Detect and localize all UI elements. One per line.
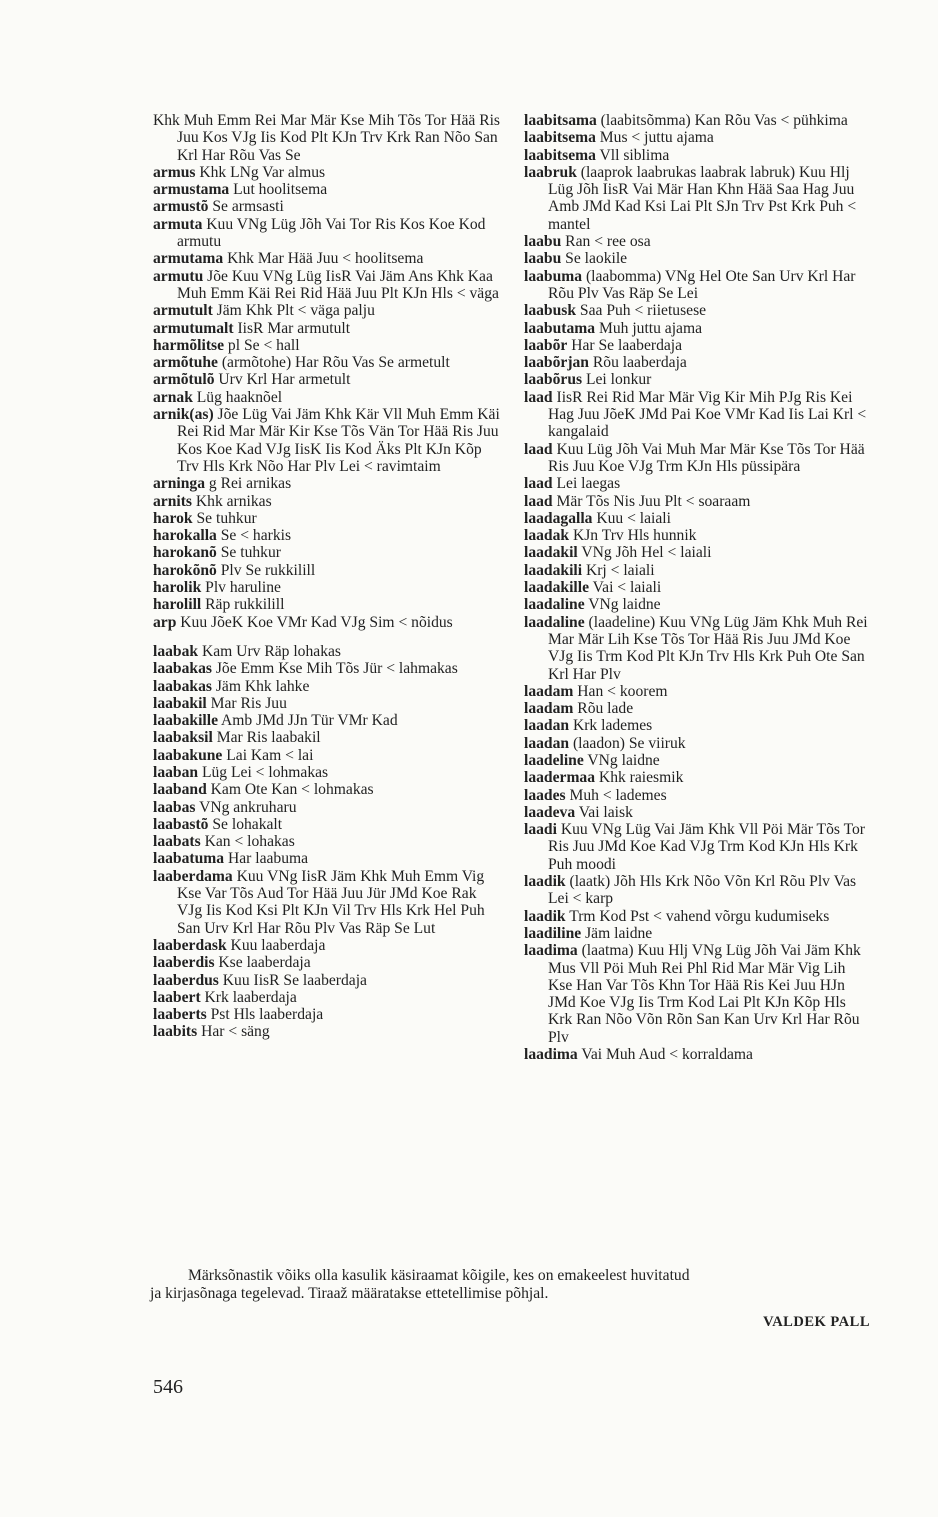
dictionary-entry — [524, 821, 872, 873]
dictionary-entry — [524, 112, 872, 129]
entry-body: Se lohakalt — [208, 815, 283, 833]
entry-body: VNg Jõh Hel < laiali — [577, 544, 712, 562]
dictionary-entry — [153, 216, 503, 251]
dictionary-entry — [153, 389, 503, 406]
entry-body: VNg ankruharu — [195, 798, 297, 816]
entry-headword: armustama — [153, 181, 230, 199]
dictionary-entry — [524, 302, 872, 319]
entry-body: (laatk) Jõh Hls Krk Nõo Võn Krl Rõu Plv Vas Lei < karp — [548, 873, 857, 908]
entry-headword: laabas — [153, 798, 196, 816]
entry-headword: laadermaa — [524, 769, 596, 787]
dictionary-entry — [524, 493, 872, 510]
author-signature: VALDEK PALL — [763, 1314, 870, 1330]
entry-body: (laadeline) Kuu VNg Lüg Jäm Khk Muh Rei Mar Mär Lih Kse Tõs Tor Hää Ris Juu JMd Koe VJg Iis Trm Kod Plt KJn Trv Hls Krk Puh Ote San Krl Har Plv — [548, 613, 868, 683]
entry-headword: harmõlitse — [153, 336, 225, 354]
dictionary-entry — [153, 354, 503, 371]
right-column — [524, 112, 872, 1063]
dictionary-entry — [524, 579, 872, 596]
entry-headword: laaband — [153, 781, 207, 799]
entry-body: KJn Trv Hls hunnik — [569, 527, 697, 545]
entry-body: Jõe Lüg Vai Jäm Khk Kär Vll Muh Emm Käi Rei Rid Mar Mär Kir Kse Tõs Vän Tor Hää Ris Juu Kos Koe Kad VJg IisK Iis Kod Äks Plt KJn Kõp Trv Hls Krk Nõo Har Plv Lei < ravimtaim — [177, 406, 500, 475]
entry-body: Kuu IisR Se laaberdaja — [218, 971, 367, 989]
entry-headword: harokalla — [153, 527, 217, 545]
entry-body: Urv Krl Har armetult — [214, 371, 351, 389]
entry-headword: harokõnõ — [153, 561, 217, 579]
entry-body: Lei laegas — [552, 475, 621, 493]
entry-headword: laadam — [524, 700, 574, 718]
dictionary-entry — [153, 712, 503, 729]
dictionary-entry — [153, 747, 503, 764]
entry-body: (laatma) Kuu Hlj VNg Lüg Jõh Vai Jäm Khk Mus Vll Pöi Muh Rei Phl Rid Mar Mär Vig Lih Kse Han Var Tõs Khn Tor Hää Ris Kei Juu HJn JMd Koe VJg Iis Trm Kod Lai Plt KJn Kõp Hls Krk Ran Nõo Võn Rõn San Kan Urv Krl Har Rõu Plv — [548, 942, 861, 1046]
entry-headword: arnak — [153, 388, 193, 406]
dictionary-entry — [524, 596, 872, 613]
dictionary-entry — [524, 389, 872, 441]
dictionary-entry — [524, 147, 872, 164]
entry-headword: laadan — [524, 717, 570, 735]
entry-body: Kuu VNg Lüg Jõh Vai Tor Ris Kos Koe Kod armutu — [177, 215, 486, 251]
entry-headword: laabakas — [153, 677, 212, 695]
dictionary-entry — [524, 371, 872, 388]
entry-headword: laad — [524, 388, 553, 406]
entry-body: (laabomma) VNg Hel Ote San Urv Krl Har Rõu Plv Vas Räp Se Lei — [548, 267, 856, 302]
entry-body: Kam Ote Kan < lohmakas — [206, 781, 374, 799]
dictionary-entry — [524, 441, 872, 476]
entry-body: Mär Tõs Nis Juu Plt < soaraam — [552, 492, 751, 510]
entry-body: (laadon) Se viiruk — [569, 734, 686, 752]
entry-body: Rõu laaberdaja — [588, 354, 687, 372]
dictionary-entry — [524, 735, 872, 752]
dictionary-entry — [524, 562, 872, 579]
entry-headword: armus — [153, 163, 196, 181]
entry-headword: arp — [153, 613, 177, 631]
entry-headword: laadeva — [524, 803, 576, 821]
dictionary-entry — [153, 643, 503, 660]
entry-headword: laadaline — [524, 596, 585, 614]
dictionary-entry — [153, 833, 503, 850]
entry-body: Krj < laiali — [582, 561, 655, 579]
entry-body: IisR Rei Rid Mar Mär Vig Kir Mih PJg Ris Kei Hag Juu JõeK JMd Pai Koe VMr Kad Iis Lai Krl < kangalaid — [548, 388, 867, 441]
dictionary-entry — [524, 129, 872, 146]
section-gap — [153, 631, 503, 643]
entry-headword: armutu — [153, 267, 204, 285]
entry-body: Lüg Lei < lohmakas — [198, 763, 329, 781]
entry-headword: laabakil — [153, 694, 207, 712]
entry-headword: armuta — [153, 215, 203, 233]
entry-body: VNg laidne — [584, 596, 661, 614]
entry-headword: laadan — [524, 734, 570, 752]
entry-body: Mus < juttu ajama — [595, 129, 714, 147]
entry-headword: laadik — [524, 873, 566, 891]
entry-headword: armutumalt — [153, 319, 234, 337]
dictionary-entry — [524, 873, 872, 908]
entry-headword: laadakil — [524, 544, 578, 562]
entry-body: Muh juttu ajama — [595, 319, 703, 337]
dictionary-entry — [153, 678, 503, 695]
entry-headword: laabats — [153, 833, 201, 851]
footer-note-line-1: Märksõnastik võiks olla kasulik käsiraamat kõigile, kes on emakeelest huvitatud — [188, 1267, 690, 1284]
dictionary-entry — [153, 954, 503, 971]
entry-body: Jõe Emm Kse Mih Tõs Jür < lahmakas — [211, 660, 458, 678]
dictionary-entry — [524, 544, 872, 561]
entry-headword: laaberdask — [153, 936, 227, 954]
entry-headword: laadima — [524, 942, 578, 960]
entry-headword: laabitsema — [524, 146, 596, 164]
dictionary-entry — [153, 544, 503, 561]
entry-body: Vll siblima — [595, 146, 670, 164]
dictionary-entry — [153, 596, 503, 613]
entry-body: Lüg haaknõel — [192, 388, 283, 406]
dictionary-entry — [153, 250, 503, 267]
dictionary-entry — [524, 1046, 872, 1063]
dictionary-entry — [524, 787, 872, 804]
dictionary-entry — [524, 769, 872, 786]
dictionary-entry — [524, 250, 872, 267]
entry-headword: harok — [153, 509, 193, 527]
dictionary-entry — [153, 562, 503, 579]
dictionary-entry — [524, 475, 872, 492]
entry-body: (armõtohe) Har Rõu Vas Se armetult — [217, 354, 450, 372]
entry-headword: harokanõ — [153, 544, 217, 562]
dictionary-entry — [153, 799, 503, 816]
entry-body: Krk lademes — [569, 717, 653, 735]
entry-body: Kuu < laiali — [592, 509, 671, 527]
entry-body: g Rei arnikas — [205, 475, 292, 493]
entry-body: Kuu VNg IisR Jäm Khk Muh Emm Vig Kse Var Tõs Aud Tor Hää Juu Jür JMd Koe Rak VJg Iis Kod Ksi Plt KJn Vil Trv Hls Krk Hel Puh San Urv Krl Har Rõu Plv Vas Räp Se Lut — [177, 867, 485, 937]
entry-headword: laaberdama — [153, 867, 233, 885]
dictionary-entry — [153, 989, 503, 1006]
dictionary-entry — [524, 700, 872, 717]
dictionary-entry — [153, 1006, 503, 1023]
left-column — [153, 112, 503, 1041]
entry-body: Khk LNg Var almus — [195, 163, 326, 181]
dictionary-entry — [524, 942, 872, 1046]
entry-body: Jõe Kuu VNg Lüg IisR Vai Jäm Ans Khk Kaa Muh Emm Käi Rei Rid Hää Juu Plt KJn Hls < väga — [177, 267, 499, 302]
entry-body: Khk raiesmik — [595, 769, 684, 787]
dictionary-entry — [153, 406, 503, 475]
dictionary-entry — [153, 729, 503, 746]
entry-headword: armutama — [153, 250, 224, 268]
entry-body: Kuu VNg Lüg Vai Jäm Khk Vll Pöi Mär Tõs Tor Ris Juu JMd Koe Kad VJg Trm Kod KJn Hls Krk Puh moodi — [548, 821, 865, 873]
dictionary-entry — [524, 164, 872, 233]
dictionary-entry — [153, 371, 503, 388]
entry-headword: laabõrjan — [524, 354, 589, 372]
entry-headword: laabusk — [524, 302, 577, 320]
footer-note-line-2: ja kirjasõnaga tegelevad. Tiraaž määratakse ettetellimise põhjal. — [150, 1284, 549, 1302]
dictionary-entry — [153, 1023, 503, 1040]
entry-headword: laad — [524, 440, 553, 458]
entry-body: Lei lonkur — [582, 371, 652, 389]
dictionary-entry — [153, 695, 503, 712]
dictionary-entry — [153, 850, 503, 867]
entry-body: Saa Puh < riietusese — [576, 302, 707, 320]
entry-headword: laabitsama — [524, 112, 597, 129]
dictionary-entry — [153, 764, 503, 781]
dictionary-entry — [524, 233, 872, 250]
dictionary-entry — [153, 781, 503, 798]
footer-note — [150, 1267, 875, 1302]
entry-body: Har < säng — [197, 1023, 270, 1041]
entry-headword: laabakille — [153, 712, 218, 730]
entry-body: Plv haruline — [201, 579, 281, 597]
dictionary-entry — [153, 972, 503, 989]
entry-headword: arninga — [153, 475, 205, 493]
entry-body: Khk Muh Emm Rei Mar Mär Kse Mih Tõs Tor Hää Ris Juu Kos VJg Iis Kod Plt KJn Trv Krk Ran Nõo San Krl Har Rõu Vas Se — [153, 112, 500, 164]
entry-body: IisR Mar armutult — [233, 319, 351, 337]
dictionary-entry — [524, 717, 872, 734]
dictionary-entry — [524, 908, 872, 925]
entry-body: Kuu laaberdaja — [226, 936, 326, 954]
entry-headword: laabruk — [524, 163, 577, 181]
entry-body: Rõu lade — [573, 700, 634, 718]
entry-body: VNg laidne — [583, 751, 660, 769]
entry-body: Vai laisk — [575, 803, 633, 821]
entry-headword: laadik — [524, 907, 566, 925]
entry-headword: laabõr — [524, 336, 568, 354]
dictionary-entry — [524, 683, 872, 700]
entry-body: Kse laaberdaja — [214, 954, 311, 972]
entry-headword: laabakas — [153, 660, 212, 678]
entry-body: Har Se laaberdaja — [567, 336, 683, 354]
dictionary-entry — [524, 354, 872, 371]
entry-headword: laabaksil — [153, 729, 213, 747]
entry-headword: laabatuma — [153, 850, 225, 868]
dictionary-entry — [153, 181, 503, 198]
entry-body: Vai < laiali — [589, 579, 662, 597]
entry-headword: armõtulõ — [153, 371, 215, 389]
entry-headword: laadi — [524, 821, 557, 839]
dictionary-entry — [153, 816, 503, 833]
entry-body: Pst Hls laaberdaja — [206, 1006, 324, 1024]
dictionary-entry — [153, 302, 503, 319]
entry-body: Krk laaberdaja — [200, 988, 297, 1006]
entry-headword: laadakili — [524, 561, 583, 579]
dictionary-entry — [153, 614, 503, 631]
entry-headword: arnik(as) — [153, 406, 214, 424]
entry-body: Vai Muh Aud < korraldama — [577, 1046, 753, 1064]
entry-body: Jäm laidne — [581, 924, 653, 942]
dictionary-entry — [153, 337, 503, 354]
entry-body: pl Se < hall — [224, 336, 300, 354]
dictionary-entry — [153, 660, 503, 677]
entry-headword: laadakille — [524, 579, 589, 597]
entry-body: Se tuhkur — [216, 544, 281, 562]
dictionary-entry — [153, 579, 503, 596]
entry-headword: harolik — [153, 579, 202, 597]
entry-headword: laabuma — [524, 267, 583, 285]
entry-headword: armustõ — [153, 198, 209, 216]
dictionary-entry — [524, 527, 872, 544]
dictionary-entry — [153, 164, 503, 181]
entry-headword: laabõrus — [524, 371, 583, 389]
entry-body: Khk Mar Hää Juu < hoolitsema — [223, 250, 424, 268]
entry-body: Se < harkis — [216, 527, 292, 545]
dictionary-entry — [153, 493, 503, 510]
dictionary-entry — [153, 198, 503, 215]
entry-headword: laadima — [524, 1046, 578, 1064]
entry-headword: laabert — [153, 988, 201, 1006]
entry-body: Kuu JõeK Koe VMr Kad VJg Sim < nõidus — [176, 613, 453, 631]
entry-headword: laabu — [524, 233, 562, 251]
entry-headword: laaberdis — [153, 954, 215, 972]
entry-body: Muh < lademes — [565, 786, 667, 804]
entry-headword: arnits — [153, 492, 192, 510]
entry-body: Kan < lohakas — [200, 833, 295, 851]
entry-headword: armõtuhe — [153, 354, 218, 372]
entry-headword: laaban — [153, 763, 199, 781]
entry-headword: laaberts — [153, 1006, 207, 1024]
entry-headword: laaberdus — [153, 971, 219, 989]
entry-headword: laad — [524, 492, 553, 510]
entry-body: Har laabuma — [224, 850, 309, 868]
entry-headword: laabu — [524, 250, 562, 268]
entry-headword: laadak — [524, 527, 570, 545]
entry-body: Lai Kam < lai — [222, 746, 314, 764]
entry-body: Han < koorem — [573, 682, 668, 700]
dictionary-entry — [524, 925, 872, 942]
entry-headword: laabak — [153, 642, 199, 660]
entry-body: Se tuhkur — [192, 509, 257, 527]
entry-body: Kam Urv Räp lohakas — [198, 642, 341, 660]
dictionary-entry — [524, 268, 872, 303]
entry-body: (laabitsõmma) Kan Rõu Vas < pühkima — [596, 112, 848, 129]
entry-headword: laadiline — [524, 924, 582, 942]
entry-body: Mar Ris laabakil — [212, 729, 321, 747]
entry-body: Jäm Khk Plt < väga palju — [212, 302, 375, 320]
entry-body: Ran < ree osa — [561, 233, 651, 251]
dictionary-entry — [524, 752, 872, 769]
dictionary-entry — [524, 337, 872, 354]
entry-headword: laadam — [524, 682, 574, 700]
entry-headword: laabastõ — [153, 815, 209, 833]
entry-headword: harolill — [153, 596, 202, 614]
entry-body: Lut hoolitsema — [229, 181, 328, 199]
entry-body: Trm Kod Pst < vahend võrgu kudumiseks — [565, 907, 830, 925]
dictionary-entry — [153, 937, 503, 954]
entry-body: Amb JMd JJn Tür VMr Kad — [218, 712, 398, 730]
dictionary-entry — [524, 614, 872, 683]
dictionary-entry — [153, 320, 503, 337]
dictionary-entry — [153, 510, 503, 527]
entry-body: Plv Se rukkilill — [216, 561, 316, 579]
dictionary-entry — [153, 527, 503, 544]
entry-headword: laadagalla — [524, 509, 593, 527]
entry-headword: armutult — [153, 302, 213, 320]
entry-body: Se armsasti — [208, 198, 284, 216]
entry-body: Khk arnikas — [191, 492, 272, 510]
dictionary-entry — [153, 475, 503, 492]
entry-body: Jäm Khk lahke — [211, 677, 310, 695]
entry-headword: laabakune — [153, 746, 223, 764]
entry-headword: laadaline — [524, 613, 585, 631]
entry-headword: laabutama — [524, 319, 596, 337]
dictionary-entry — [524, 320, 872, 337]
entry-body: Räp rukkilill — [201, 596, 285, 614]
entry-headword: laabits — [153, 1023, 198, 1041]
dictionary-entry — [524, 804, 872, 821]
entry-headword: laabitsema — [524, 129, 596, 147]
entry-body: Kuu Lüg Jõh Vai Muh Mar Mär Kse Tõs Tor Hää Ris Juu Koe VJg Trm KJn Hls püssipära — [548, 440, 865, 475]
entry-headword: laadeline — [524, 751, 584, 769]
entry-body: (laaprok laabrukas laabrak labruk) Kuu Hlj Lüg Jõh IisR Vai Mär Han Khn Hää Saa Hag Juu Amb JMd Kad Ksi Lai Plt SJn Trv Pst Krk Puh < mantel — [548, 163, 857, 233]
entry-body: Se laokile — [561, 250, 628, 268]
dictionary-entry — [524, 510, 872, 527]
dictionary-entry — [153, 112, 503, 164]
dictionary-entry — [153, 268, 503, 303]
dictionary-entry — [153, 868, 503, 937]
entry-headword: laades — [524, 786, 566, 804]
page-number: 546 — [153, 1376, 183, 1398]
entry-body: Mar Ris Juu — [206, 694, 287, 712]
entry-headword: laad — [524, 475, 553, 493]
